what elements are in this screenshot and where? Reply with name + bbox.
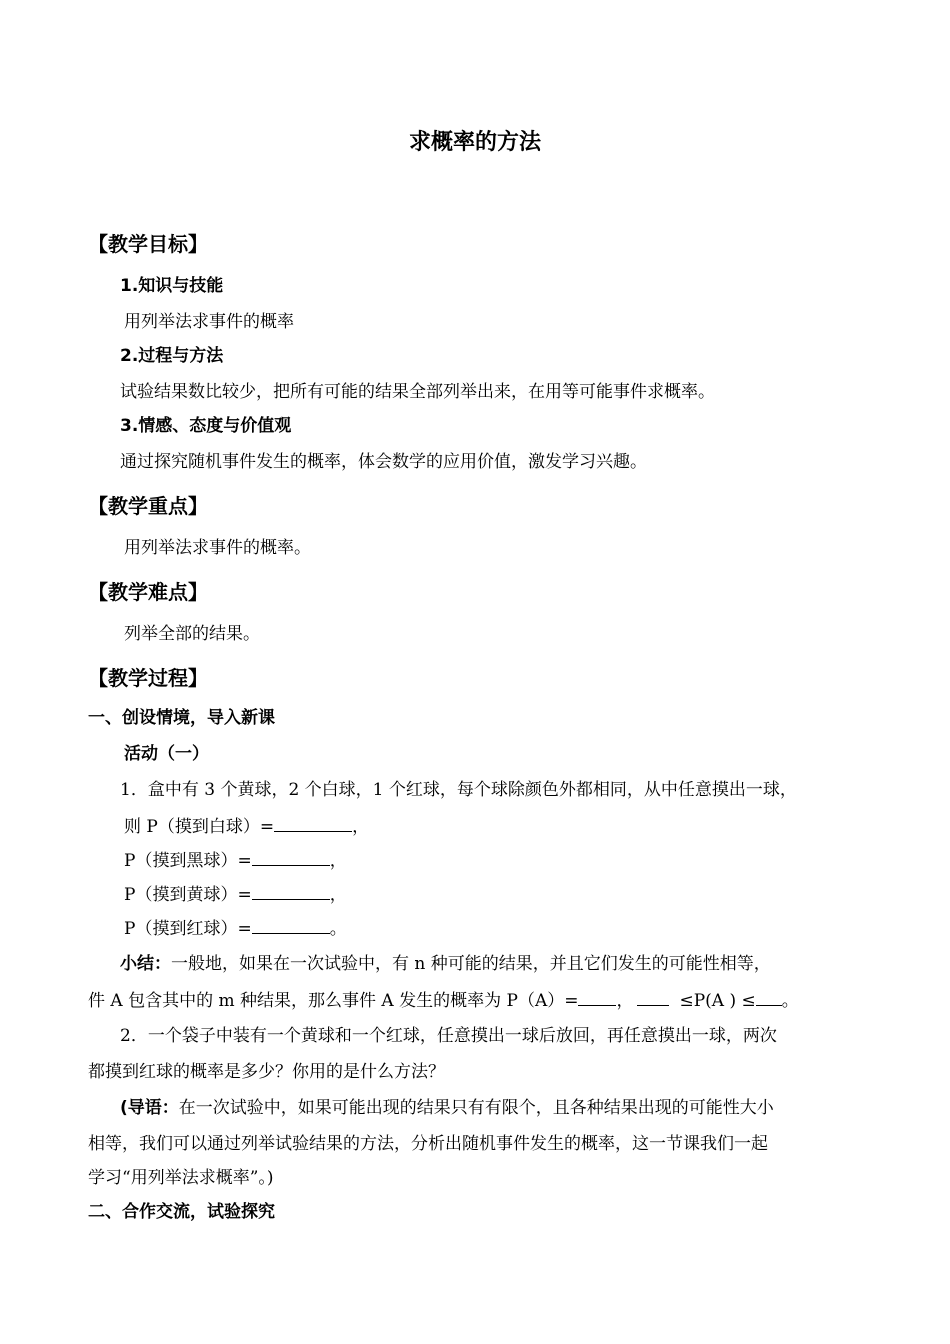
white-ball-prefix: 则 P（摸到白球）= (124, 817, 275, 837)
yellow-ball-prefix: P（摸到黄球）= (124, 885, 252, 905)
guide-label: 导语： (127, 1098, 179, 1118)
probability-range: ≤P(A ) ≤ (679, 991, 756, 1011)
question1-yellow (124, 884, 347, 905)
question1-red (124, 918, 347, 939)
part2-heading: 二、合作交流，试验探究 (88, 1202, 275, 1222)
answer-blank (578, 990, 616, 1006)
answer-blank (274, 816, 352, 832)
question1-line1: 1．盒中有 3 个黄球，2 个白球，1 个红球，每个球除颜色外都相同，从中任意摸出一球， (120, 780, 797, 800)
emotion-text: 通过探究随机事件发生的概率，体会数学的应用价值，激发学习兴趣。 (120, 452, 647, 472)
objectives-heading: 【教学目标】 (88, 232, 208, 256)
question1-black (124, 850, 347, 871)
key-points-heading: 【教学重点】 (88, 494, 208, 518)
question2-line1: 2．一个袋子中装有一个黄球和一个红球，任意摸出一球后放回，再任意摸出一球，两次 (120, 1026, 777, 1046)
summary-line2 (88, 990, 799, 1011)
difficulties-heading: 【教学难点】 (88, 580, 208, 604)
guide-line3: 学习“用列举法求概率”。) (88, 1168, 274, 1188)
comma: ， (329, 851, 347, 871)
guide-line2: 相等，我们可以通过列举试验结果的方法，分析出随机事件发生的概率，这一节课我们一起 (88, 1134, 768, 1154)
process-text: 试验结果数比较少，把所有可能的结果全部列举出来，在用等可能事件求概率。 (120, 382, 715, 402)
answer-blank (252, 884, 330, 900)
answer-blank (252, 850, 330, 866)
summary-line1 (120, 954, 771, 974)
red-ball-prefix: P（摸到红球）= (124, 919, 252, 939)
summary-formula: 件 A 包含其中的 m 种结果，那么事件 A 发生的概率为 P（A）= (88, 991, 579, 1011)
key-points-text: 用列举法求事件的概率。 (124, 538, 311, 558)
guide-text: 在一次试验中，如果可能出现的结果只有有限个，且各种结果出现的可能性大小 (178, 1098, 774, 1118)
question1-white (124, 816, 369, 837)
process-heading: 2.过程与方法 (120, 346, 224, 366)
answer-blank (756, 990, 782, 1006)
answer-blank (252, 918, 330, 934)
activity1-label: 活动（一） (124, 744, 209, 764)
answer-blank (637, 990, 669, 1006)
difficulties-text: 列举全部的结果。 (124, 624, 260, 644)
guide-line1 (120, 1098, 774, 1118)
summary-text: 一般地，如果在一次试验中，有 n 种可能的结果，并且它们发生的可能性相等， (171, 954, 771, 974)
emotion-heading: 3.情感、态度与价值观 (120, 416, 292, 436)
part1-heading: 一、创设情境，导入新课 (88, 708, 275, 728)
period: 。 (329, 919, 347, 939)
comma: ， (616, 991, 634, 1011)
comma: ， (329, 885, 347, 905)
black-ball-prefix: P（摸到黑球）= (124, 851, 252, 871)
guide-open-paren: ( (120, 1098, 128, 1118)
period: 。 (781, 991, 799, 1011)
page-title: 求概率的方法 (408, 130, 541, 155)
question2-line2: 都摸到红球的概率是多少？你用的是什么方法？ (88, 1062, 445, 1082)
knowledge-heading: 1.知识与技能 (120, 276, 224, 296)
comma: ， (352, 817, 370, 837)
process-section-heading: 【教学过程】 (88, 666, 208, 690)
summary-label: 小结： (120, 954, 171, 974)
knowledge-text: 用列举法求事件的概率 (124, 312, 294, 332)
